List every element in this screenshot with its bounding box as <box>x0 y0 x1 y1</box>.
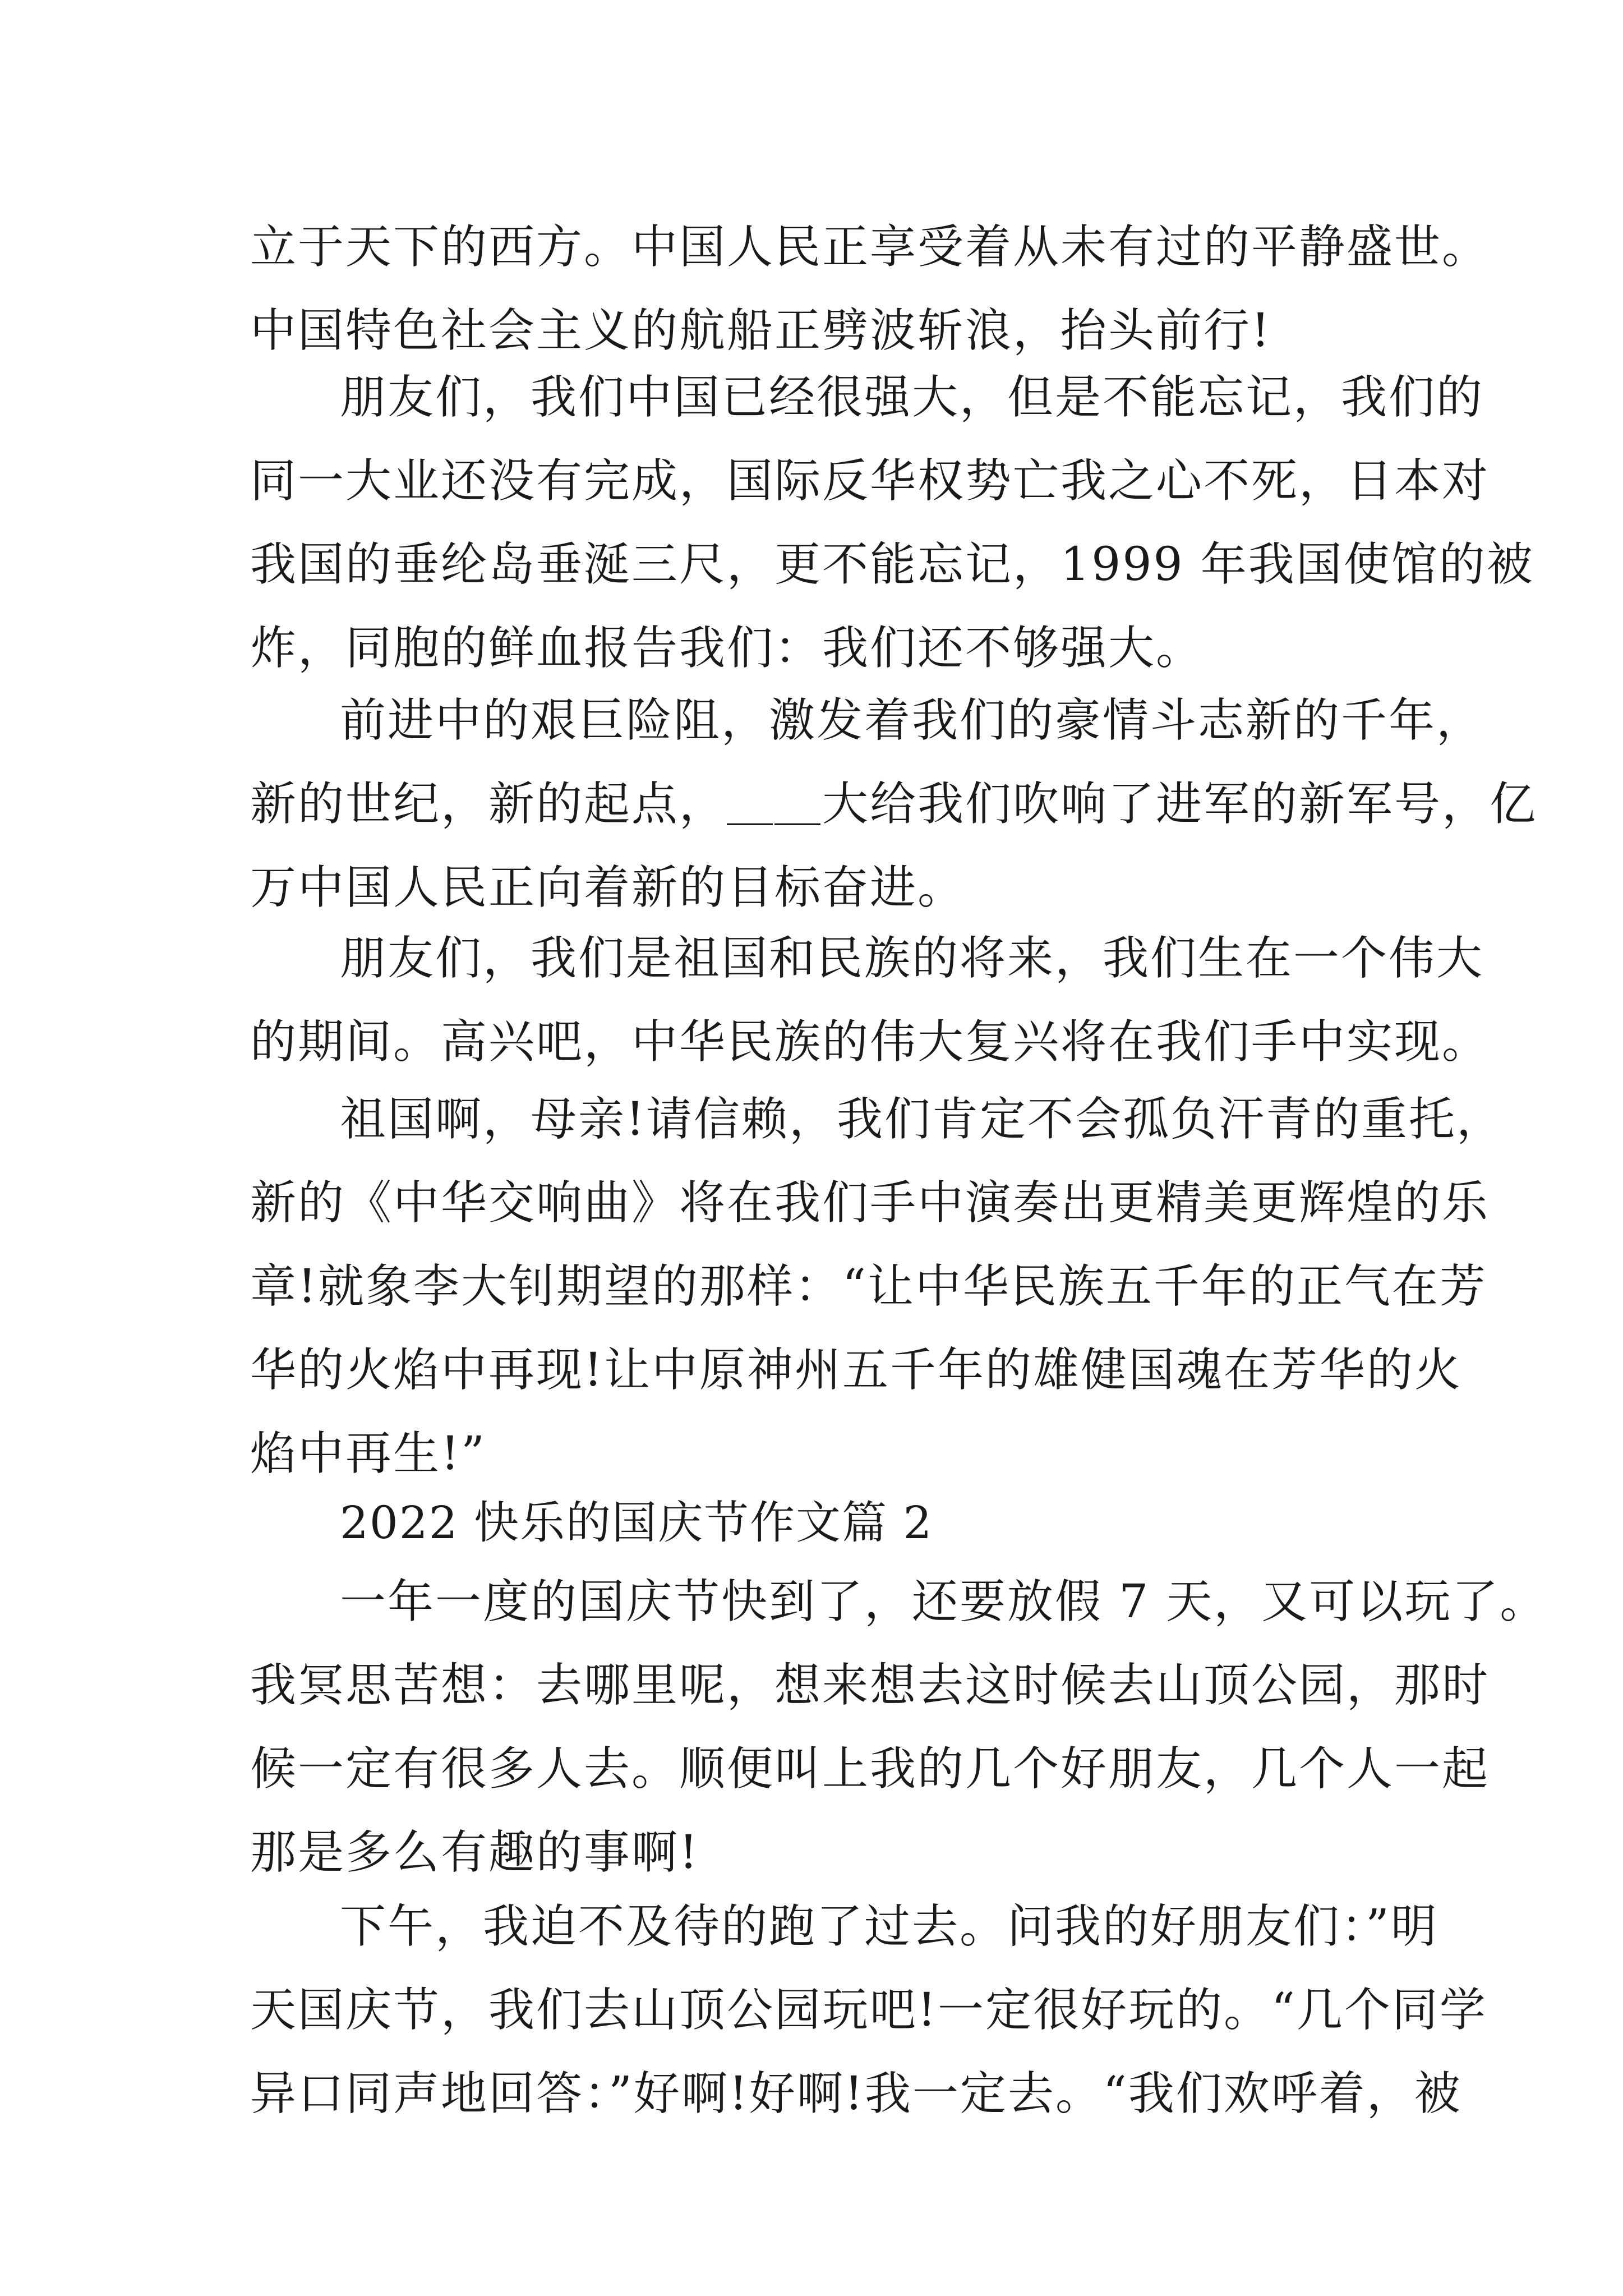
paragraph-1 <box>250 205 1490 372</box>
text-line: 异口同声地回答：”好啊!好啊!我一定去。“我们欢呼着，被 <box>250 2067 1462 2120</box>
text-line: 朋友们，我们是祖国和民族的将来，我们生在一个伟大 <box>340 932 1484 985</box>
text-line: 候一定有很多人去。顺便叫上我的几个好朋友，几个人一起 <box>250 1742 1490 1796</box>
text-line: 同一大业还没有完成，国际反华权势亡我之心不死，日本对 <box>250 454 1490 508</box>
text-line: 我国的垂纶岛垂涎三尺，更不能忘记，1999 年我国使馆的被 <box>250 538 1534 591</box>
text-line: 的期间。高兴吧，中华民族的伟大复兴将在我们手中实现。 <box>250 1015 1490 1069</box>
text-line: 万中国人民正向着新的目标奋进。 <box>250 861 966 914</box>
paragraph-2 <box>250 356 1534 690</box>
text-line: 华的火焰中再现!让中原神州五千年的雄健国魂在芳华的火 <box>250 1343 1462 1397</box>
text-line: 下午，我迫不及待的跑了过去。问我的好朋友们：”明 <box>340 1900 1438 1953</box>
paragraph-7 <box>250 1885 1487 2136</box>
text-line: 立于天下的西方。中国人民正享受着从未有过的平静盛世。 <box>250 220 1490 274</box>
text-line: 天国庆节，我们去山顶公园玩吧!一定很好玩的。“几个同学 <box>250 1984 1487 2037</box>
text-line: 焰中再生!” <box>250 1427 486 1480</box>
text-line: 那是多么有趣的事啊! <box>250 1826 699 1879</box>
text-line: 一年一度的国庆节快到了，还要放假 7 天，又可以玩了。 <box>340 1575 1548 1628</box>
paragraph-3 <box>250 679 1538 930</box>
text-line: 新的《中华交响曲》将在我们手中演奏出更精美更辉煌的乐 <box>250 1176 1490 1230</box>
paragraph-5 <box>250 1078 1504 1496</box>
paragraph-4 <box>250 917 1490 1084</box>
text-line: 前进中的艰巨险阻，激发着我们的豪情斗志新的千年， <box>340 694 1484 747</box>
text-line: 我冥思苦想：去哪里呢，想来想去这时候去山顶公园，那时 <box>250 1659 1490 1712</box>
section-heading: 2022 快乐的国庆节作文篇 2 <box>340 1497 933 1549</box>
text-line: 炸，同胞的鲜血报告我们：我们还不够强大。 <box>250 622 1204 675</box>
text-line: 祖国啊，母亲!请信赖，我们肯定不会孤负汗青的重托， <box>340 1093 1504 1146</box>
text-line: 中国特色社会主义的航船正劈波斩浪，抬头前行! <box>250 304 1271 357</box>
text-line: 章!就象李大钊期望的那样：“让中华民族五千年的正气在芳 <box>250 1260 1487 1313</box>
paragraph-6 <box>250 1560 1548 1894</box>
text-line: 新的世纪，新的起点，＿＿大给我们吹响了进军的新军号，亿 <box>250 777 1538 831</box>
text-line: 朋友们，我们中国已经很强大，但是不能忘记，我们的 <box>340 371 1484 424</box>
